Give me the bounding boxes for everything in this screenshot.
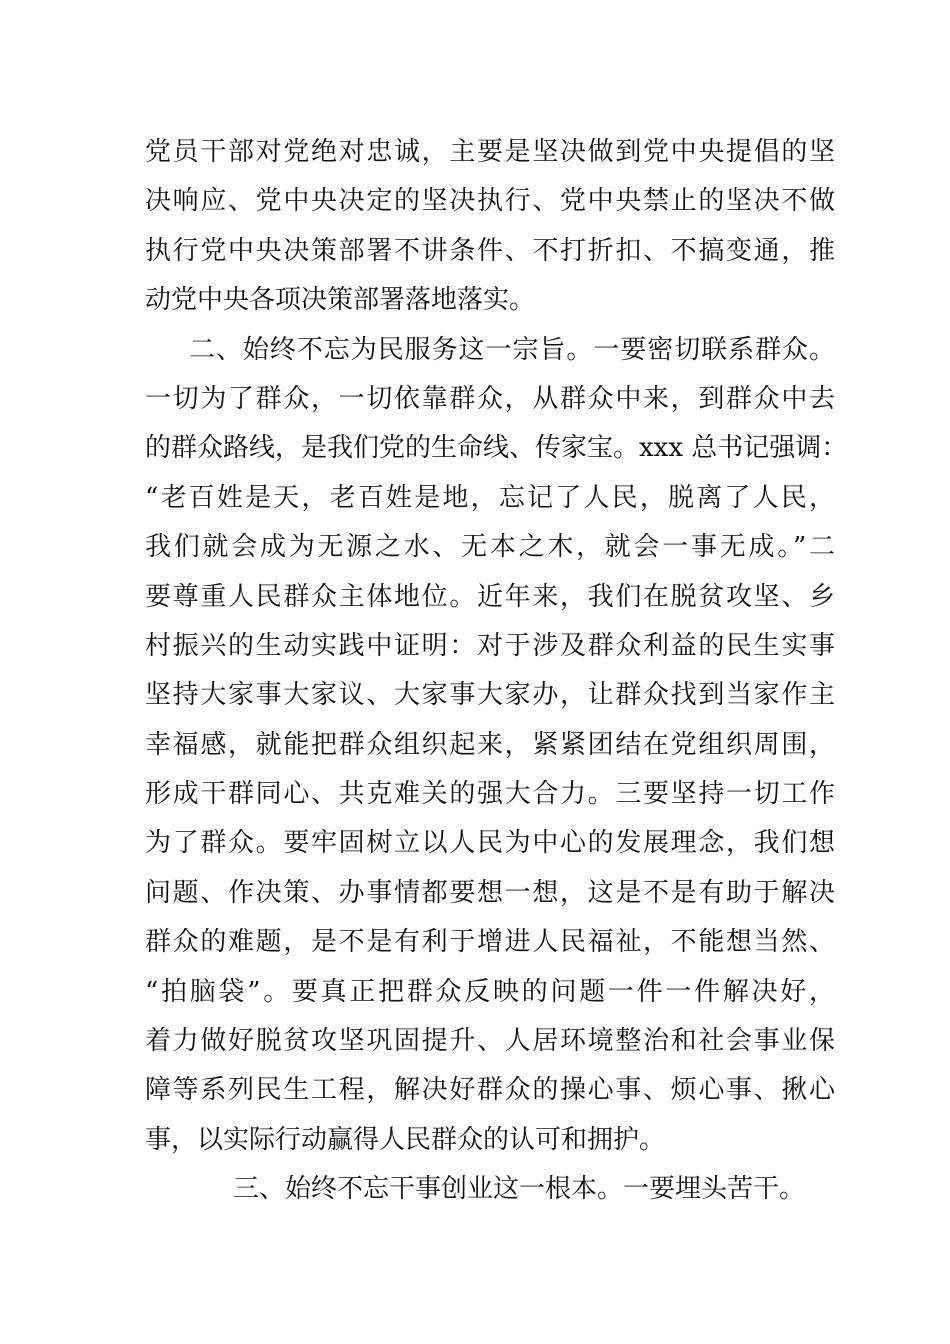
text-line: 为了群众。要牢固树立以人民为中心的发展理念，我们想 [145,828,835,859]
section-heading-line: 三、始终不忘干事创业这一根本。一要埋头苦干。 [233,1174,806,1205]
text-line: “拍脑袋”。要真正把群众反映的问题一件一件解决好， [145,976,835,1007]
text-line: 着力做好脱贫攻坚巩固提升、人居环境整治和社会事业保 [145,1026,835,1057]
text-line: 坚持大家事大家议、大家事大家办，让群众找到当家作主 [145,680,835,711]
section-heading-line: 二、始终不忘为民服务这一宗旨。一要密切联系群众。 [189,334,835,365]
text-line: 形成干群同心、共克难关的强大合力。三要坚持一切工作 [145,779,835,810]
text-line: 一切为了群众，一切依靠群众，从群众中来，到群众中去 [145,383,835,414]
text-line: 我们就会成为无源之水、无本之木，就会一事无成。”二 [145,532,835,563]
text-line: 决响应、党中央决定的坚决执行、党中央禁止的坚决不做 [145,186,835,217]
text-line: 事，以实际行动赢得人民群众的认可和拥护。 [145,1124,666,1155]
text-line: 要尊重人民群众主体地位。近年来，我们在脱贫攻坚、乡 [145,581,835,612]
text-line: 党员干部对党绝对忠诚，主要是坚决做到党中央提倡的坚 [145,137,835,167]
text-line: 村振兴的生动实践中证明：对于涉及群众利益的民生实事 [145,630,835,661]
text-line: 问题、作决策、办事情都要想一想，这是不是有助于解决 [145,877,835,908]
text-line: 幸福感，就能把群众组织起来，紧紧团结在党组织周围， [145,729,835,760]
text-line: 的群众路线，是我们党的生命线、传家宝。xxx 总书记强调： [145,433,848,464]
body-text [145,128,848,1215]
text-line: 障等系列民生工程，解决好群众的操心事、烦心事、揪心 [145,1075,835,1106]
text-line: 群众的难题，是不是有利于增进人民福祉，不能想当然、 [145,927,835,958]
text-line: 执行党中央决策部署不讲条件、不打折扣、不搞变通，推 [145,235,835,266]
text-line: 动党中央各项决策部署落地落实。 [145,285,536,316]
text-line: “老百姓是天，老百姓是地，忘记了人民，脱离了人民， [145,482,835,513]
